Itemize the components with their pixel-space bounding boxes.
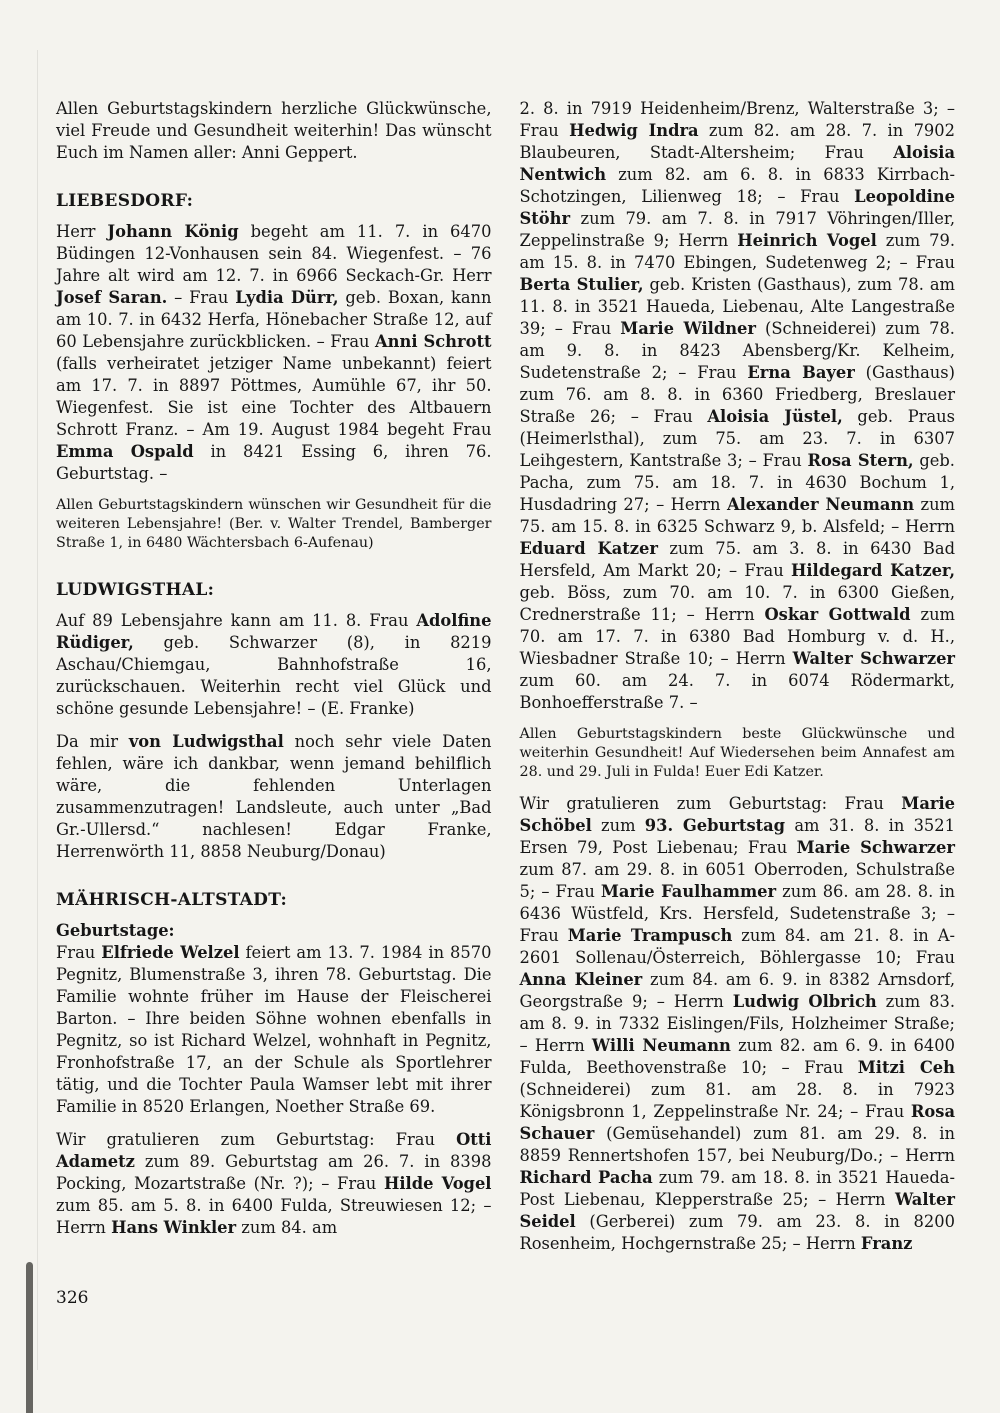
section-heading: LIEBESDORF:	[56, 191, 194, 211]
body-text: geb. Kristen (Gasthaus), zum 78. am 11. 8. in 3521 Haueda, Liebenau, Alte Langestraße 39; – Frau	[519, 275, 955, 338]
bold-name-text: Heinrich Vogel	[737, 231, 877, 250]
body-text: 2. 8. in 7919 Heidenheim/Brenz, Walterstraße 3; – Frau	[519, 99, 955, 140]
body-text: zum 89. Geburtstag am 26. 7. in 8398 Pocking, Mozartstraße (Nr. ?); – Frau	[56, 1152, 492, 1193]
scan-artifact-line	[37, 50, 38, 1370]
paragraph	[56, 610, 492, 720]
paragraph	[56, 1129, 492, 1239]
bold-name-text: Walter Schwarzer	[792, 649, 956, 668]
body-text: Wir gratulieren zum Geburtstag: Frau	[519, 794, 902, 813]
body-text: (Gasthaus) zum 76. am 8. 8. in 6360 Friedberg, Breslauer Straße 26; – Frau	[519, 363, 956, 426]
body-text: geb. Praus (Heimerlsthal), zum 75. am 23. 7. in 6307 Leihgestern, Kantstraße 3; – Frau	[519, 407, 955, 470]
body-text: zum 75. am 15. 8. in 6325 Schwarz 9, b. Alsfeld; – Herrn	[519, 495, 955, 536]
right-column	[520, 98, 956, 1266]
bold-name-text: Adolfine Rüdiger,	[56, 611, 492, 652]
body-text: (falls verheiratet jetziger Name unbekannt) feiert am 17. 7. in 8897 Pöttmes, Aumühle 67, ihr 50. Wiegenfest. Sie ist eine Tochter des Altbauern Schrott Franz. – Am 19. August 1984 begeht Frau	[56, 354, 492, 439]
left-column	[56, 98, 492, 1266]
paragraph	[56, 221, 492, 485]
bold-name-text: Johann König	[107, 222, 239, 241]
body-text: (Schneiderei) zum 81. am 28. 8. in 7923 Königsbronn 1, Zeppelinstraße Nr. 24; – Frau	[519, 1080, 955, 1121]
bold-name-text: Marie Wildner	[620, 319, 756, 338]
bold-name-text: Eduard Katzer	[519, 539, 658, 558]
body-text: zum 84. am 6. 9. in 8382 Arnsdorf, Georgstraße 9; – Herrn	[519, 970, 955, 1011]
bold-name-text: Richard Pacha	[519, 1168, 653, 1187]
paragraph	[56, 942, 492, 1118]
bold-name-text: Willi Neumann	[591, 1036, 731, 1055]
body-text: – Frau	[167, 288, 236, 307]
paragraph	[56, 496, 492, 553]
body-text: zum 86. am 28. 8. in 6436 Wüstfeld, Krs. Hersfeld, Sudetenstraße 3; – Frau	[519, 882, 955, 945]
body-text: zum 60. am 24. 7. in 6074 Rödermarkt, Bonhoefferstraße 7. –	[519, 671, 955, 712]
paragraph	[56, 98, 492, 164]
bold-name-text: Hilde Vogel	[383, 1174, 492, 1193]
bold-name-text: Hildegard Katzer,	[790, 561, 955, 580]
bold-name-text: Emma Ospald	[56, 442, 194, 461]
body-text: Herr	[56, 222, 108, 241]
body-text: zum 79. am 18. 8. in 3521 Haueda-Post Liebenau, Klepperstraße 25; – Herrn	[519, 1168, 955, 1209]
body-text: in 8421 Essing 6, ihren 76. Geburtstag. –	[56, 442, 492, 483]
body-text: zum 79. am 15. 8. in 7470 Ebingen, Sudetenweg 2; – Frau	[519, 231, 956, 272]
bold-name-text: Anni Schrott	[375, 332, 492, 351]
bold-name-text: Franz	[860, 1234, 913, 1253]
body-text: zum 82. am 28. 7. in 7902 Blaubeuren, Stadt-Altersheim; Frau	[519, 121, 956, 162]
bold-name-text: 93. Geburtstag	[644, 816, 786, 835]
sub-heading: Geburtstage:	[56, 921, 175, 940]
bold-name-text: Marie Schöbel	[519, 794, 955, 835]
bold-name-text: Erna Bayer	[747, 363, 855, 382]
scan-artifact-smudge	[26, 1262, 33, 1413]
body-text: geb. Böss, zum 70. am 10. 7. in 6300 Gießen, Crednerstraße 11; – Herrn	[519, 583, 955, 624]
body-text: geb. Boxan, kann am 10. 7. in 6432 Herfa, Hönebacher Straße 12, auf 60 Lebensjahre zurückblicken. – Frau	[56, 288, 492, 351]
body-text: Allen Geburtstagskindern beste Glückwünsche und weiterhin Gesundheit! Auf Wiedersehen beim Annafest am 28. und 29. Juli in Fulda! Euer Edi Katzer.	[519, 726, 955, 780]
body-text: zum 79. am 7. 8. in 7917 Vöhringen/Iller, Zeppelinstraße 9; Herrn	[519, 209, 955, 250]
body-text: am 31. 8. in 3521 Ersen 79, Post Liebenau; Frau	[519, 816, 956, 857]
bold-name-text: Josef Saran.	[56, 288, 168, 307]
body-text: zum 83. am 8. 9. in 7332 Eislingen/Fils, Holzheimer Straße; – Herrn	[519, 992, 956, 1055]
body-text: zum 82. am 6. 9. in 6400 Fulda, Beethovenstraße 10; – Frau	[519, 1036, 955, 1077]
two-column-text-area	[56, 98, 955, 1266]
body-text: zum 82. am 6. 8. in 6833 Kirrbach-Schotzingen, Lilienweg 18; – Frau	[519, 165, 955, 206]
paragraph	[520, 793, 956, 1255]
bold-name-text: Hedwig Indra	[569, 121, 699, 140]
bold-name-text: Aloisia Jüstel,	[707, 407, 843, 426]
bold-name-text: Otti Adametz	[56, 1130, 492, 1171]
section-heading: LUDWIGSTHAL:	[56, 580, 215, 600]
body-text: zum 85. am 5. 8. in 6400 Fulda, Streuwiesen 12; – Herrn	[56, 1196, 492, 1237]
body-text: noch sehr viele Daten fehlen, wäre ich dankbar, wenn jemand behilflich wäre, die fehlenden Unterlagen zusammenzutragen! Landsleute, auch unter „Bad Gr.-Ullersd.“ nachlesen! Edgar Franke, Herrenwörth 11, 8858 Neuburg/Donau)	[56, 732, 492, 861]
body-text: (Gerberei) zum 79. am 23. 8. in 8200 Rosenheim, Hochgernstraße 25; – Herrn	[519, 1212, 955, 1253]
paragraph	[520, 725, 956, 782]
body-text: geb. Pacha, zum 75. am 18. 7. in 4630 Bochum 1, Husdadring 27; – Herrn	[519, 451, 955, 514]
body-text: Allen Geburtstagskindern wünschen wir Gesundheit für die weiteren Lebensjahre! (Ber. v. Walter Trendel, Bamberger Straße 1, in 6480 Wächtersbach 6-Aufenau)	[56, 497, 492, 551]
bold-name-text: Aloisia Nentwich	[519, 143, 955, 184]
bold-name-text: Walter Seidel	[519, 1190, 955, 1231]
page-number: 326	[56, 1288, 89, 1308]
body-text: begeht am 11. 7. in 6470 Büdingen 12-Vonhausen sein 84. Wiegenfest. – 76 Jahre alt wird am 12. 7. in 6966 Seckach-Gr. Herr	[56, 222, 492, 285]
bold-name-text: Hans Winkler	[111, 1218, 237, 1237]
bold-name-text: Ludwig Olbrich	[732, 992, 877, 1011]
body-text: (Schneiderei) zum 78. am 9. 8. in 8423 Abensberg/Kr. Kelheim, Sudetenstraße 2; – Frau	[519, 319, 955, 382]
body-text: zum 84. am	[236, 1218, 338, 1237]
bold-name-text: Marie Schwarzer	[796, 838, 955, 857]
bold-name-text: Alexander Neumann	[726, 495, 915, 514]
body-text: Frau	[56, 943, 102, 962]
body-text: zum 75. am 3. 8. in 6430 Bad Hersfeld, Am Markt 20; – Frau	[519, 539, 956, 580]
section-heading: MÄHRISCH-ALTSTADT:	[56, 890, 288, 910]
body-text: Allen Geburtstagskindern herzliche Glückwünsche, viel Freude und Gesundheit weiterhin! Das wünscht Euch im Namen aller: Anni Geppert.	[56, 99, 492, 162]
body-text: Da mir	[56, 732, 129, 751]
bold-name-text: Leopoldine Stöhr	[519, 187, 955, 228]
bold-name-text: Mitzi Ceh	[857, 1058, 956, 1077]
body-text: zum 84. am 21. 8. in A-2601 Sollenau/Österreich, Böhlergasse 10; Frau	[519, 926, 955, 967]
bold-name-text: Berta Stulier,	[519, 275, 644, 294]
bold-name-text: Rosa Stern,	[807, 451, 914, 470]
body-text: Wir gratulieren zum Geburtstag: Frau	[56, 1130, 457, 1149]
bold-name-text: von Ludwigsthal	[128, 732, 284, 751]
body-text: geb. Schwarzer (8), in 8219 Aschau/Chiemgau, Bahnhofstraße 16, zurückschauen. Weiterhin recht viel Glück und schöne gesunde Lebensjahre! – (E. Franke)	[56, 633, 492, 718]
paragraph	[56, 731, 492, 863]
paragraph	[520, 98, 956, 714]
bold-name-text: Anna Kleiner	[519, 970, 643, 989]
body-text: zum 87. am 29. 8. in 6051 Oberroden, Schulstraße 5; – Frau	[519, 860, 955, 901]
bold-name-text: Marie Trampusch	[567, 926, 733, 945]
body-text: (Gemüsehandel) zum 81. am 29. 8. in 8859 Rennertshofen 157, bei Neuburg/Do.; – Herrn	[519, 1124, 955, 1165]
bold-name-text: Lydia Dürr,	[235, 288, 339, 307]
bold-name-text: Marie Faulhammer	[600, 882, 777, 901]
bold-name-text: Oskar Gottwald	[764, 605, 911, 624]
bold-name-text: Elfriede Welzel	[101, 943, 240, 962]
body-text: zum	[591, 816, 645, 835]
body-text: Auf 89 Lebensjahre kann am 11. 8. Frau	[56, 611, 417, 630]
body-text: zum 70. am 17. 7. in 6380 Bad Homburg v. d. H., Wiesbadner Straße 10; – Herrn	[519, 605, 955, 668]
body-text: feiert am 13. 7. 1984 in 8570 Pegnitz, Blumenstraße 3, ihren 78. Geburtstag. Die Familie wohnte früher im Hause der Fleischerei Barton. – Ihre beiden Söhne wohnen ebenfalls in Pegnitz, so ist Richard Welzel, wohnhaft in Pegnitz, Fronhofstraße 17, an der Schule als Sportlehrer tätig, und die Tochter Paula Wamser lebt mit ihrer Familie in 8520 Erlangen, Noether Straße 69.	[56, 943, 492, 1116]
bold-name-text: Rosa Schauer	[519, 1102, 955, 1143]
